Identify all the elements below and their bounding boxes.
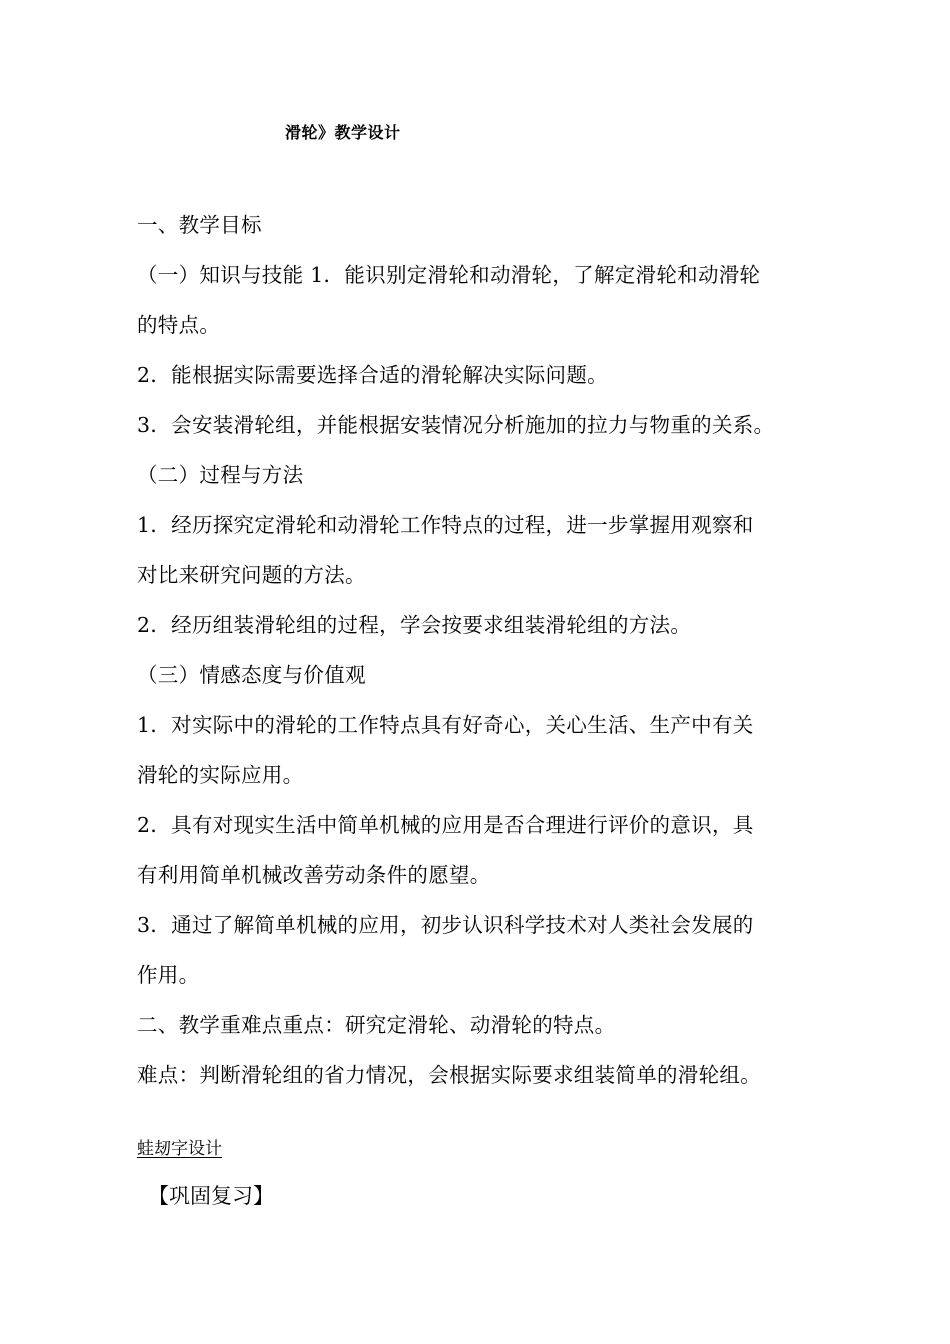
paragraph-line: 滑轮的实际应用。: [137, 763, 304, 787]
section-link[interactable]: 蛙刼字设计: [137, 1139, 222, 1159]
paragraph-line: 的特点。: [137, 313, 221, 337]
paragraph-line: 作用。: [137, 963, 200, 987]
paragraph-line: 1．经历探究定滑轮和动滑轮工作特点的过程，进一步掌握用观察和: [137, 513, 754, 537]
paragraph-line: 2．能根据实际需要选择合适的滑轮解决实际问题。: [137, 363, 608, 387]
paragraph-line: 1．对实际中的滑轮的工作特点具有好奇心，关心生活、生产中有关: [137, 713, 754, 737]
paragraph-line: 有利用简单机械改善劳动条件的愿望。: [137, 863, 491, 887]
heading-teaching-goals: 一、教学目标: [137, 213, 262, 237]
review-heading: 【巩固复习】: [148, 1184, 274, 1208]
paragraph-line: （一）知识与技能 1．能识别定滑轮和动滑轮，了解定滑轮和动滑轮: [137, 263, 761, 287]
heading-key-points: 二、教学重难点重点：研究定滑轮、动滑轮的特点。: [137, 1013, 616, 1037]
subheading-attitude-values: （三）情感态度与价值观: [137, 663, 366, 687]
paragraph-line: 2．经历组装滑轮组的过程，学会按要求组装滑轮组的方法。: [137, 613, 692, 637]
document-title: 滑轮》教学设计: [285, 123, 401, 142]
paragraph-line: 难点：判断滑轮组的省力情况，会根据实际要求组装简单的滑轮组。: [137, 1063, 761, 1087]
paragraph-line: 对比来研究问题的方法。: [137, 563, 366, 587]
paragraph-line: 3．通过了解简单机械的应用，初步认识科学技术对人类社会发展的: [137, 913, 754, 937]
subheading-process-method: （二）过程与方法: [137, 463, 304, 487]
paragraph-line: 2．具有对现实生活中简单机械的应用是否合理进行评价的意识，具: [137, 813, 754, 837]
paragraph-line: 3．会安装滑轮组，并能根据安装情况分析施加的拉力与物重的关系。: [137, 413, 775, 437]
